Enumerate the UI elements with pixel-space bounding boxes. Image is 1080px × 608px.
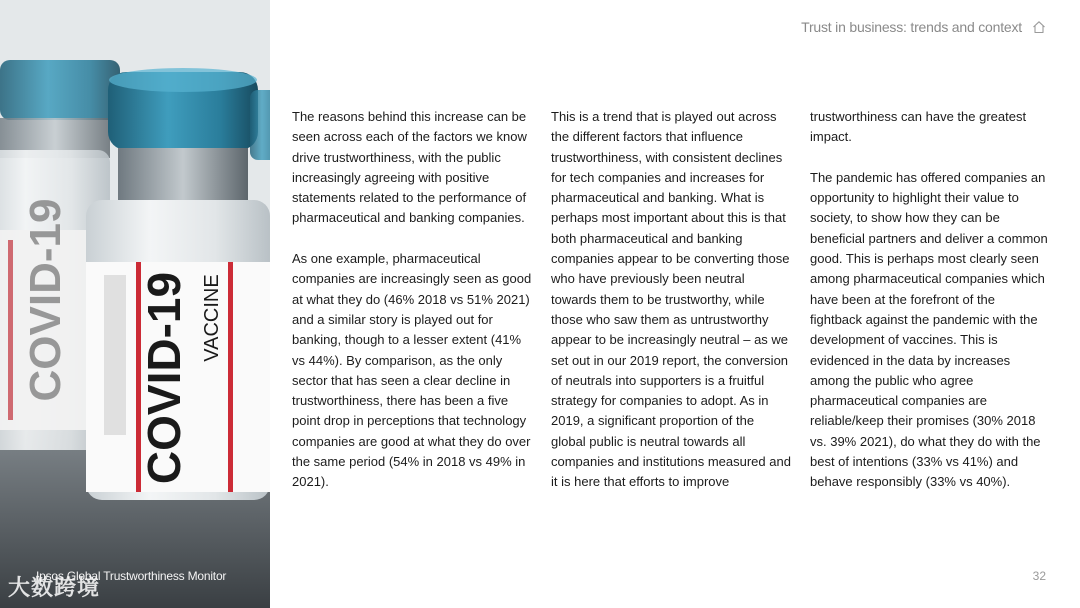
paragraph: This is a trend that is played out across the different factors that influence trustworthiness, with consistent declines for tech companies and increases for pharmaceutical and banking. What is perhaps most important about this is that both pharmaceutical and banking companies appear to be converting those who have previously been neutral towards them to be trustworthy, while those who saw them as untrustworthy appear to be increasingly neutral – as we set out in our 2019 report, the conversion of neutrals into supporters is a fruitful strategy for companies to adopt. As in 2019, a significant proportion of the global public is neutral towards all companies and institutions measured and it is here that efforts to improve (551, 109, 791, 490)
text-column-3 (810, 107, 1050, 513)
paragraph: As one example, pharmaceutical companies are increasingly seen as good at what they do (46% 2018 vs 51% 2021) and a similar story is played out for banking, though to a lesser extent (41% vs 44%). By comparison, as the only sector that has seen a clear decline in trustworthiness, there has been a five point drop in perceptions that technology companies are good at what they do over the same period (54% in 2018 vs 49% in 2021). (292, 251, 532, 490)
home-icon[interactable] (1032, 20, 1046, 34)
page-number: 32 (1032, 569, 1046, 583)
vial-label-sub: VACCINE (201, 274, 223, 362)
paragraph: The pandemic has offered companies an opportunity to highlight their value to society, to show how they can be beneficial partners and deliver a common good. This is perhaps most clearly seen among pharmaceutical companies which have been at the forefront of the fightback against the pandemic with the development of vaccines. This is evidenced in the data by increases among the public who agree pharmaceutical companies are reliable/keep their promises (30% 2018 vs. 39% 2021), do what they do with the best of intentions (33% vs 41%) and behave responsibly (33% vs 40%). (810, 169, 1048, 490)
background-vial-label: COVID-19 (21, 198, 70, 402)
watermark-logo: 大数跨境 (8, 576, 101, 601)
text-column-1 (292, 107, 532, 513)
paragraph: The reasons behind this increase can be seen across each of the factors we know drive trustworthiness, with the public increasingly agreeing with positive statements related to the performance of pharmaceutical and banking companies. (292, 109, 527, 226)
section-title: Trust in business: trends and context (801, 19, 1022, 35)
source-title: Ipsos Global Trustworthiness Monitor (36, 569, 227, 583)
page-header (801, 19, 1046, 35)
paragraph: trustworthiness can have the greatest impact. (810, 109, 1027, 145)
vaccine-photo (0, 0, 270, 608)
text-column-2 (551, 107, 791, 513)
vial-label-main: COVID-19 (138, 271, 190, 485)
